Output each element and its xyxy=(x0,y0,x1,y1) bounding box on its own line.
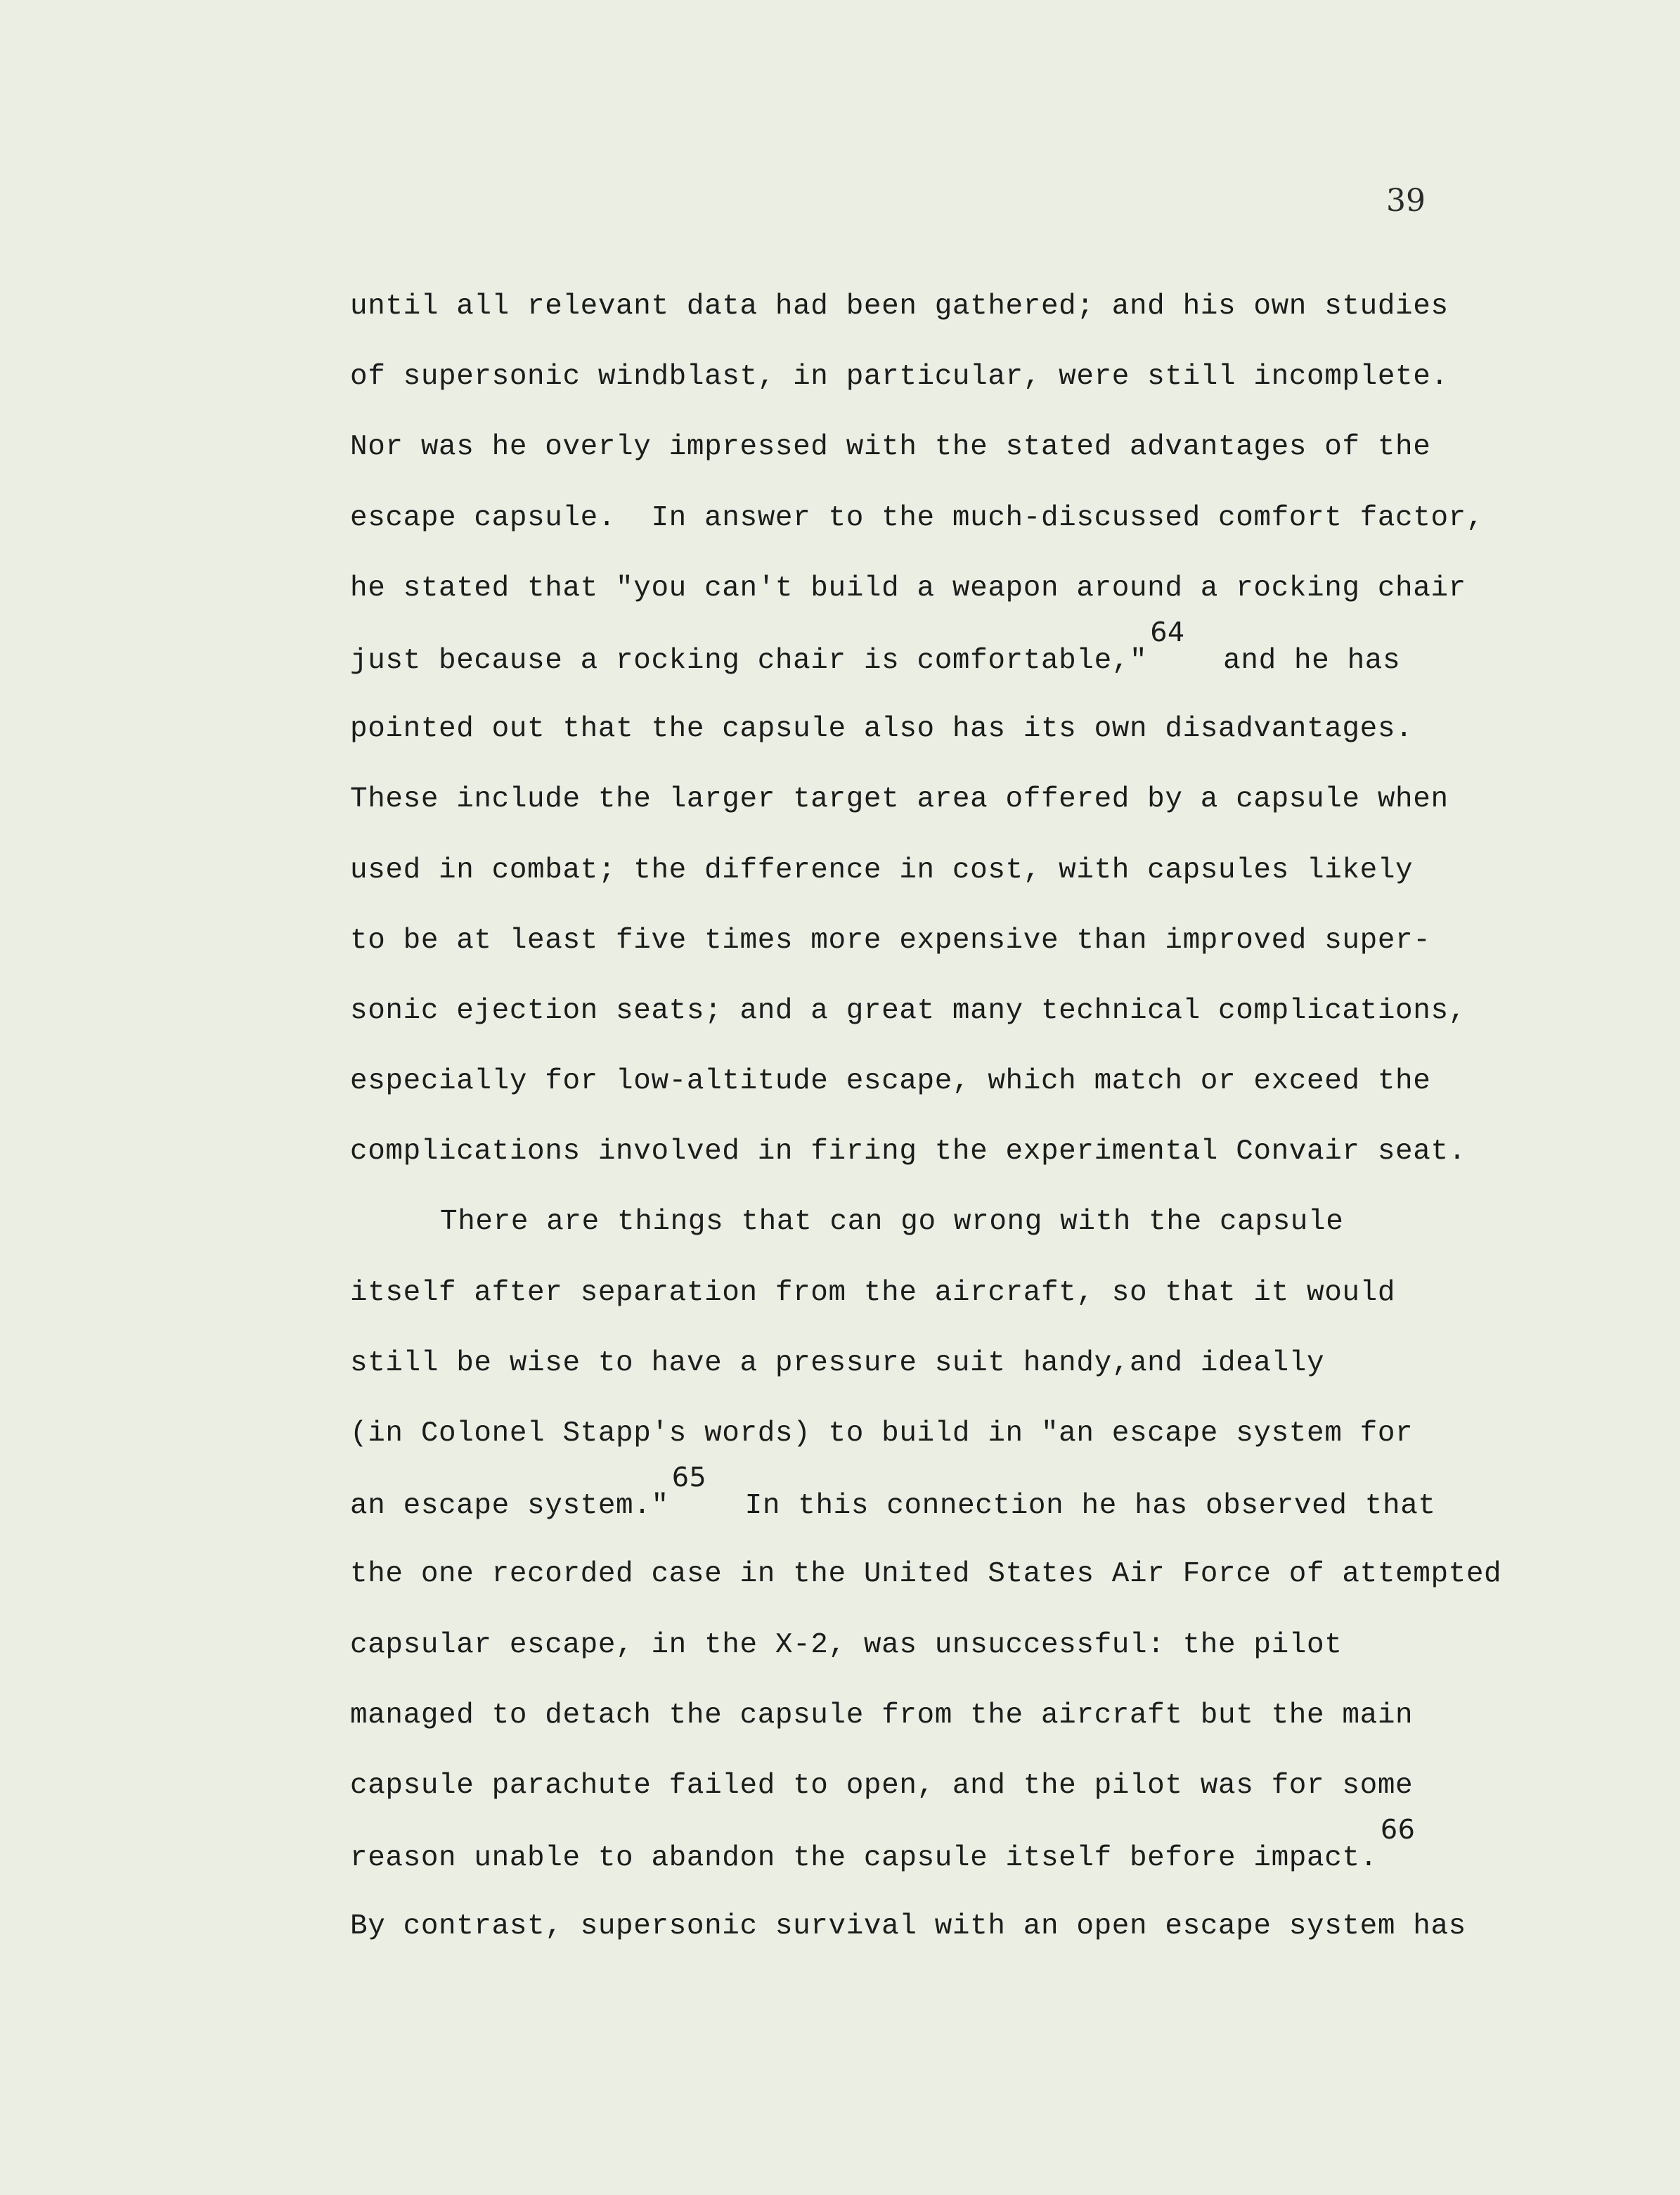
line-text: escape capsule. In answer to the much-discussed comfort factor, xyxy=(350,501,1485,534)
line-text: By contrast, supersonic survival with an open escape system has xyxy=(350,1910,1466,1943)
text-line xyxy=(350,1692,1601,1762)
text-line xyxy=(350,987,1601,1057)
text-line xyxy=(350,565,1601,635)
line-text: to be at least five times more expensive than improved super- xyxy=(350,924,1431,957)
text-line xyxy=(350,847,1601,917)
line-text: reason unable to abandon the capsule itself before impact. xyxy=(350,1842,1378,1875)
line-text: he stated that "you can't build a weapon around a rocking chair xyxy=(350,572,1466,605)
line-text: the one recorded case in the United States Air Force of attempted xyxy=(350,1558,1502,1591)
line-text: still be wise to have a pressure suit handy,and ideally xyxy=(350,1346,1325,1379)
line-text: complications involved in firing the experimental Convair seat. xyxy=(350,1135,1466,1169)
footnote-marker: 66 xyxy=(1380,1814,1416,1846)
line-text: (in Colonel Stapp's words) to build in "an escape system for xyxy=(350,1417,1414,1450)
line-text: used in combat; the difference in cost, with capsules likely xyxy=(350,854,1414,887)
text-line xyxy=(350,917,1601,987)
line-text: Nor was he overly impressed with the stated advantages of the xyxy=(350,431,1431,464)
text-line xyxy=(350,1903,1601,1973)
line-text: an escape system." xyxy=(350,1490,669,1523)
text-line xyxy=(350,494,1601,565)
line-text: capsule parachute failed to open, and the pilot was for some xyxy=(350,1769,1414,1802)
line-text: especially for low-altitude escape, which match or exceed the xyxy=(350,1065,1431,1098)
footnote-marker: 64 xyxy=(1150,616,1185,648)
line-text: of supersonic windblast, in particular, were still incomplete. xyxy=(350,361,1449,394)
text-line xyxy=(350,616,1601,705)
text-line xyxy=(350,1057,1601,1128)
line-text-continued: In this connection he has observed that xyxy=(709,1490,1436,1523)
text-line xyxy=(350,705,1601,775)
line-text: just because a rocking chair is comfortable," xyxy=(350,644,1148,677)
page-number: 39 xyxy=(1386,183,1426,219)
text-line xyxy=(350,1410,1601,1480)
line-text: pointed out that the capsule also has its own disadvantages. xyxy=(350,713,1414,746)
line-text: These include the larger target area offered by a capsule when xyxy=(350,783,1449,816)
line-text: capsular escape, in the X-2, was unsuccessful: the pilot xyxy=(350,1628,1343,1661)
line-text: itself after separation from the aircraft, so that it would xyxy=(350,1276,1396,1309)
text-line xyxy=(350,423,1601,494)
text-line xyxy=(350,1814,1601,1903)
text-line xyxy=(350,283,1601,353)
text-line xyxy=(350,1128,1601,1198)
body-text xyxy=(350,283,1601,1974)
line-text: There are things that can go wrong with the capsule xyxy=(440,1206,1344,1239)
line-text-continued: and he has xyxy=(1187,644,1401,677)
text-line xyxy=(350,353,1601,423)
text-line xyxy=(350,1462,1601,1550)
line-text: sonic ejection seats; and a great many technical complications, xyxy=(350,994,1466,1027)
text-line xyxy=(350,1269,1601,1339)
text-line xyxy=(350,1339,1601,1410)
line-text: managed to detach the capsule from the aircraft but the main xyxy=(350,1699,1414,1732)
text-line xyxy=(350,1198,1601,1268)
text-line xyxy=(350,1621,1601,1692)
footnote-marker: 65 xyxy=(671,1462,707,1493)
text-line xyxy=(350,1550,1601,1621)
line-text: until all relevant data had been gathered; and his own studies xyxy=(350,290,1449,323)
text-line xyxy=(350,775,1601,846)
